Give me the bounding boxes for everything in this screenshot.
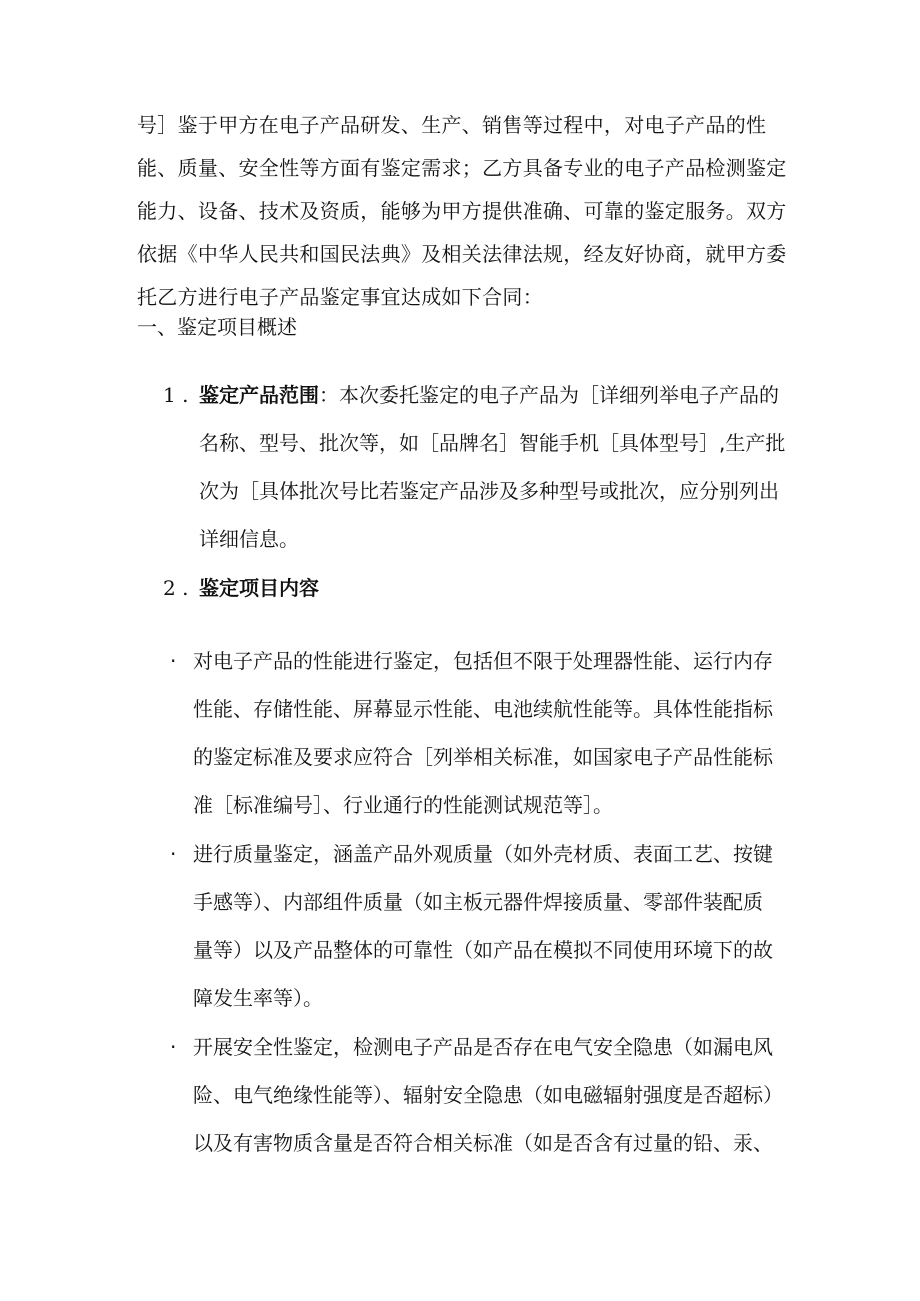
item-body [163, 371, 803, 563]
intro-paragraph [137, 104, 787, 319]
bullet-quality [170, 830, 810, 1022]
bullet-line: 手感等）、内部组件质量（如主板元器件焊接质量、零部件装配质 [193, 890, 763, 914]
bullet-body [170, 830, 810, 1022]
item-title: 鉴定项目内容 [199, 576, 319, 600]
item-number: 2 . [163, 576, 189, 600]
bullet-dot-icon: · [170, 1035, 177, 1059]
intro-line: 能力、设备、技术及资质，能够为甲方提供准确、可靠的鉴定服务。双方 [137, 199, 787, 223]
intro-line: 号］鉴于甲方在电子产品研发、生产、销售等过程中，对电子产品的性 [137, 113, 767, 137]
item-line: 次为［具体批次号比若鉴定产品涉及多种型号或批次，应分别列出 [199, 479, 779, 503]
bullet-performance [170, 637, 810, 829]
bullet-line: 对电子产品的性能进行鉴定，包括但不限于处理器性能、运行内存 [193, 649, 773, 673]
item-line: 详细信息。 [199, 527, 299, 551]
bullet-line: 以及有害物质含量是否符合相关标准（如是否含有过量的铅、汞、 [193, 1131, 773, 1155]
bullet-line: 量等）以及产品整体的可靠性（如产品在模拟不同使用环境下的故 [193, 938, 773, 962]
bullet-line: 的鉴定标准及要求应符合［列举相关标准，如国家电子产品性能标 [193, 745, 773, 769]
item-text: ：本次委托鉴定的电子产品为［详细列举电子产品的 [319, 383, 779, 407]
bullet-line: 进行质量鉴定，涵盖产品外观质量（如外壳材质、表面工艺、按键 [193, 842, 773, 866]
item-body [163, 564, 803, 612]
bullet-body [170, 637, 810, 829]
numbered-item-product-scope [163, 371, 803, 563]
intro-line: 托乙方进行电子产品鉴定事宜达成如下合同： [137, 285, 543, 309]
bullet-dot-icon: · [170, 649, 177, 673]
bullet-line: 开展安全性鉴定，检测电子产品是否存在电气安全隐患（如漏电风 [193, 1035, 773, 1059]
item-line [199, 564, 803, 612]
numbered-item-project-content [163, 564, 803, 612]
item-title: 鉴定产品范围 [199, 383, 319, 407]
item-number: 1 . [163, 383, 189, 407]
bullet-line: 性能、存储性能、屏幕显示性能、电池续航性能等。具体性能指标 [193, 697, 773, 721]
item-line [199, 371, 803, 419]
bullet-body [170, 1023, 810, 1167]
intro-line: 依据《中华人民共和国民法典》及相关法律法规，经友好协商，就甲方委 [137, 242, 787, 266]
bullet-dot-icon: · [170, 842, 177, 866]
bullet-line: 准［标准编号］、行业通行的性能测试规范等］。 [193, 793, 613, 817]
item-line: 名称、型号、批次等，如［品牌名］智能手机［具体型号］,生产批 [199, 431, 786, 455]
intro-line: 能、质量、安全性等方面有鉴定需求；乙方具备专业的电子产品检测鉴定 [137, 156, 787, 180]
bullet-safety [170, 1023, 810, 1167]
bullet-line: 险、电气绝缘性能等）、辐射安全隐患（如电磁辐射强度是否超标） [193, 1083, 783, 1107]
section-heading: 一、鉴定项目概述 [137, 315, 297, 339]
bullet-line: 障发生率等）。 [193, 986, 323, 1010]
